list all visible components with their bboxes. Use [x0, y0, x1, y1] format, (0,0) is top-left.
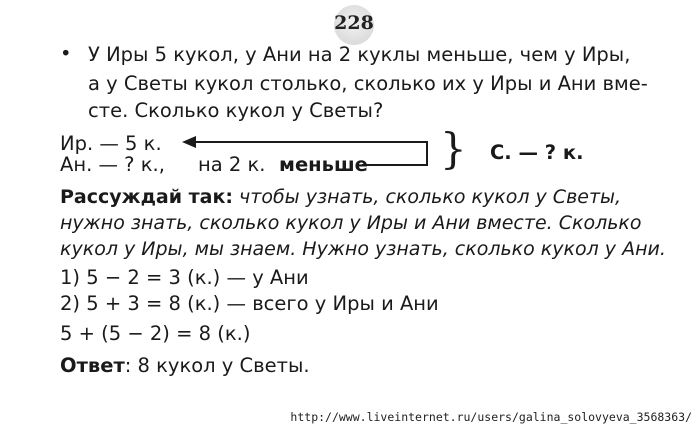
solution-step-2: 2) 5 + 3 = 8 (к.) — всего у Иры и Ани — [60, 292, 439, 315]
answer-label: Ответ — [60, 354, 125, 377]
problem-line-2: а у Светы кукол столько, сколько их у Иры и Ани вме- — [88, 72, 648, 95]
reasoning-line-3: кукол у Иры, мы знаем. Нужно узнать, сколько кукол у Ани. — [60, 238, 666, 260]
solution-expression: 5 + (5 − 2) = 8 (к.) — [60, 322, 251, 345]
bullet-marker: • — [60, 42, 72, 65]
group-brace: } — [440, 124, 467, 173]
answer-line — [60, 354, 310, 377]
diagram-ira-row: Ир. — 5 к. — [60, 132, 162, 155]
diagram-anya-diff: на 2 к. — [198, 153, 266, 176]
diagram-sveta: С. — ? к. — [490, 141, 584, 164]
problem-line-3: сте. Сколько кукол у Светы? — [88, 99, 384, 122]
source-url: http://www.liveinternet.ru/users/galina_solovyeva_3568363/ — [290, 410, 692, 424]
page-number: 228 — [334, 12, 374, 34]
reasoning-line-2: нужно знать, сколько кукол у Иры и Ани вместе. Сколько — [60, 212, 642, 234]
answer-text: : 8 кукол у Светы. — [124, 354, 310, 377]
diagram-anya-row: Ан. — ? к., — [60, 153, 165, 176]
reasoning-line-1 — [60, 183, 621, 211]
solution-step-1: 1) 5 − 2 = 3 (к.) — у Ани — [60, 266, 309, 289]
problem-line-1: У Иры 5 кукол, у Ани на 2 куклы меньше, чем у Иры, — [88, 43, 631, 66]
reasoning-lead: Рассуждай так: — [60, 186, 233, 208]
reasoning-text-1: чтобы узнать, сколько кукол у Светы, — [239, 186, 622, 208]
diagram-less-word: меньше — [279, 153, 368, 176]
